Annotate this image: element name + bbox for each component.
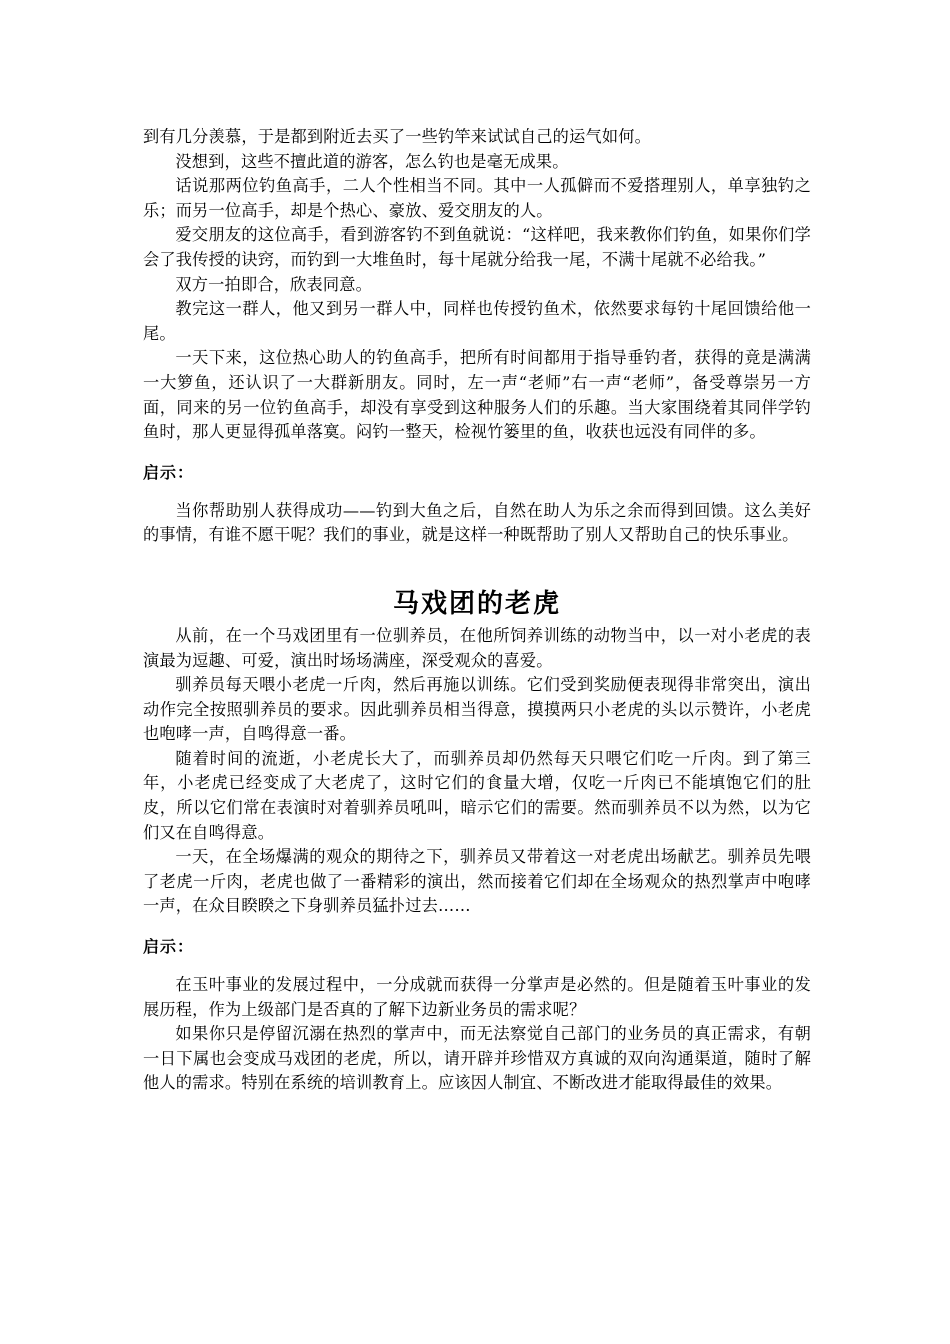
story1-paragraph-7: 一天下来，这位热心助人的钓鱼高手，把所有时间都用于指导垂钓者，获得的竟是满满一大箩鱼，还认识了一大群新朋友。同时，左一声“老师”右一声“老师”，备受尊崇另一方面，同来的另一位钓鱼高手，却没有享受到这种服务人们的乐趣。当大家围绕着其同伴学钓鱼时，那人更显得孤单落寞。闷钓一整天，检视竹篓里的鱼，收获也远没有同伴的多。 <box>143 348 811 442</box>
story1-paragraph-1: 到有几分羡慕，于是都到附近去买了一些钓竿来试试自己的运气如何。 <box>143 127 652 146</box>
story2-paragraph-2: 驯养员每天喂小老虎一斤肉，然后再施以训练。它们受到奖励便表现得非常突出，演出动作完全按照驯养员的要求。因此驯养员相当得意，摸摸两只小老虎的头以示赞许，小老虎也咆哮一声，自鸣得意一番。 <box>143 675 811 744</box>
story1-insight-label: 启示： <box>143 462 195 482</box>
story1-paragraph-5: 双方一拍即合，欣表同意。 <box>175 274 373 294</box>
story1-paragraph-4: 爱交朋友的这位高手，看到游客钓不到鱼就说：“这样吧，我来教你们钓鱼，如果你们学会了我传授的诀窍，而钓到一大堆鱼时，每十尾就分给我一尾，不满十尾就不必给我。” <box>143 225 811 269</box>
story1-paragraph-6: 教完这一群人，他又到另一群人中，同样也传授钓鱼术，依然要求每钓十尾回馈给他一尾。 <box>143 299 811 343</box>
story2-insight-body <box>143 973 811 1096</box>
story2-insight-paragraph-2: 如果你只是停留沉溺在热烈的掌声中，而无法察觉自己部门的业务员的真正需求，有朝一日下属也会变成马戏团的老虎，所以，请开辟并珍惜双方真诚的双向沟通渠道，随时了解他人的需求。特别在系统的培训教育上。应该因人制宜、不断改进才能取得最佳的效果。 <box>143 1024 811 1093</box>
story2-insight-paragraph-1: 在玉叶事业的发展过程中，一分成就而获得一分掌声是必然的。但是随着玉叶事业的发展历程，作为上级部门是否真的了解下边新业务员的需求呢？ <box>143 975 811 1019</box>
story1-insight-paragraph-1: 当你帮助别人获得成功——钓到大鱼之后，自然在助人为乐之余而得到回馈。这么美好的事情，有谁不愿干呢？我们的事业，就是这样一种既帮助了别人又帮助自己的快乐事业。 <box>143 500 811 545</box>
story2-insight-label: 启示： <box>143 937 195 957</box>
story1-paragraph-3: 话说那两位钓鱼高手，二人个性相当不同。其中一人孤僻而不爱搭理别人，单享独钓之乐；而另一位高手，却是个热心、豪放、爱交朋友的人。 <box>143 176 811 220</box>
story1-body <box>143 125 811 445</box>
story2-paragraph-4: 一天，在全场爆满的观众的期待之下，驯养员又带着这一对老虎出场献艺。驯养员先喂了老虎一斤肉，老虎也做了一番精彩的演出，然而接着它们却在全场观众的热烈掌声中咆哮一声，在众目睽睽之下身驯养员猛扑过去…… <box>143 847 811 916</box>
story1-paragraph-2: 没想到，这些不擅此道的游客，怎么钓也是毫无成果。 <box>175 151 569 171</box>
story2-paragraph-1: 从前，在一个马戏团里有一位驯养员，在他所饲养训练的动物当中，以一对小老虎的表演最为逗趣、可爱，演出时场场满座，深受观众的喜爱。 <box>143 625 811 670</box>
story1-insight-body <box>143 499 811 548</box>
story2-body <box>143 624 811 919</box>
story2-title: 马戏团的老虎 <box>392 588 561 619</box>
document-page <box>143 125 811 1096</box>
story2-paragraph-3: 随着时间的流逝，小老虎长大了，而驯养员却仍然每天只喂它们吃一斤肉。到了第三年，小老虎已经变成了大老虎了，这时它们的食量大增，仅吃一斤肉已不能填饱它们的肚皮，所以它们常在表演时对着驯养员吼叫，暗示它们的需要。然而驯养员不以为然，以为它们又在自鸣得意。 <box>143 748 811 842</box>
